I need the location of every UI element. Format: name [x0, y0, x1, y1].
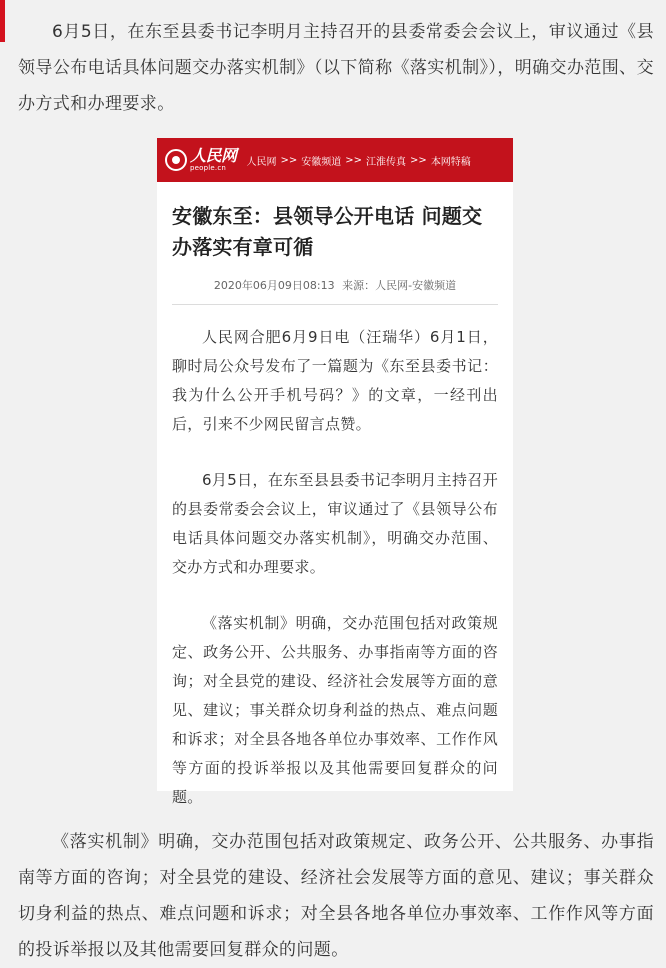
breadcrumb-separator: >> [410, 154, 427, 166]
embedded-news-screenshot [157, 138, 513, 806]
news-paragraph-2: 6月5日，在东至县县委书记李明月主持召开的县委常委会会议上，审议通过了《县领导公布电话具体问题交办落实机制》，明确交办范围、交办方式和办理要求。 [172, 471, 498, 576]
article-paragraph-scope: 《落实机制》明确，交办范围包括对政策规定、政务公开、公共服务、办事指南等方面的咨询；对全县党的建设、经济社会发展等方面的意见、建议；事关群众切身利益的热点、难点问题和诉求；对全县各地各单位办事效率、工作作风等方面的投诉举报以及其他需要回复群众的问题。 [18, 832, 654, 960]
logo-chinese: 人民网 [190, 146, 237, 165]
breadcrumb [247, 153, 471, 168]
news-headline: 安徽东至：县领导公开电话 问题交办落实有章可循 [172, 204, 483, 259]
logo-text [190, 148, 237, 172]
news-source: 来源：人民网-安徽频道 [342, 279, 457, 292]
news-meta [172, 277, 498, 305]
breadcrumb-item-jianghuai[interactable]: 江淮传真 [366, 156, 407, 168]
edge-accent-bar [0, 0, 5, 42]
logo-english: people.cn [190, 164, 227, 172]
news-article-body [157, 201, 513, 812]
breadcrumb-item-special[interactable]: 本网特稿 [430, 156, 471, 168]
people-logo-icon [165, 149, 187, 171]
breadcrumb-separator: >> [280, 154, 298, 166]
breadcrumb-separator: >> [345, 154, 363, 166]
breadcrumb-item-home[interactable]: 人民网 [246, 156, 277, 168]
news-paragraph-1: 人民网合肥6月9日电（汪瑞华）6月1日，聊时局公众号发布了一篇题为《东至县委书记：我为什么公开手机号码？》的文章，一经刊出后，引来不少网民留言点赞。 [172, 328, 498, 433]
people-cn-logo[interactable] [165, 148, 237, 172]
article-paragraph-intro: 6月5日，在东至县委书记李明月主持召开的县委常委会会议上，审议通过《县领导公布电话具体问题交办落实机制》（以下简称《落实机制》），明确交办范围、交办方式和办理要求。 [18, 22, 654, 114]
news-paragraph-3: 《落实机制》明确，交办范围包括对政策规定、政务公开、公共服务、办事指南等方面的咨询；对全县党的建设、经济社会发展等方面的意见、建议；事关群众切身利益的热点、难点问题和诉求；对全县各地各单位办事效率、工作作风等方面的投诉举报以及其他需要回复群众的问题。 [172, 614, 498, 806]
news-date: 2020年06月09日08:13 [213, 279, 335, 292]
news-site-header [157, 138, 513, 182]
breadcrumb-item-anhui[interactable]: 安徽频道 [301, 156, 342, 168]
